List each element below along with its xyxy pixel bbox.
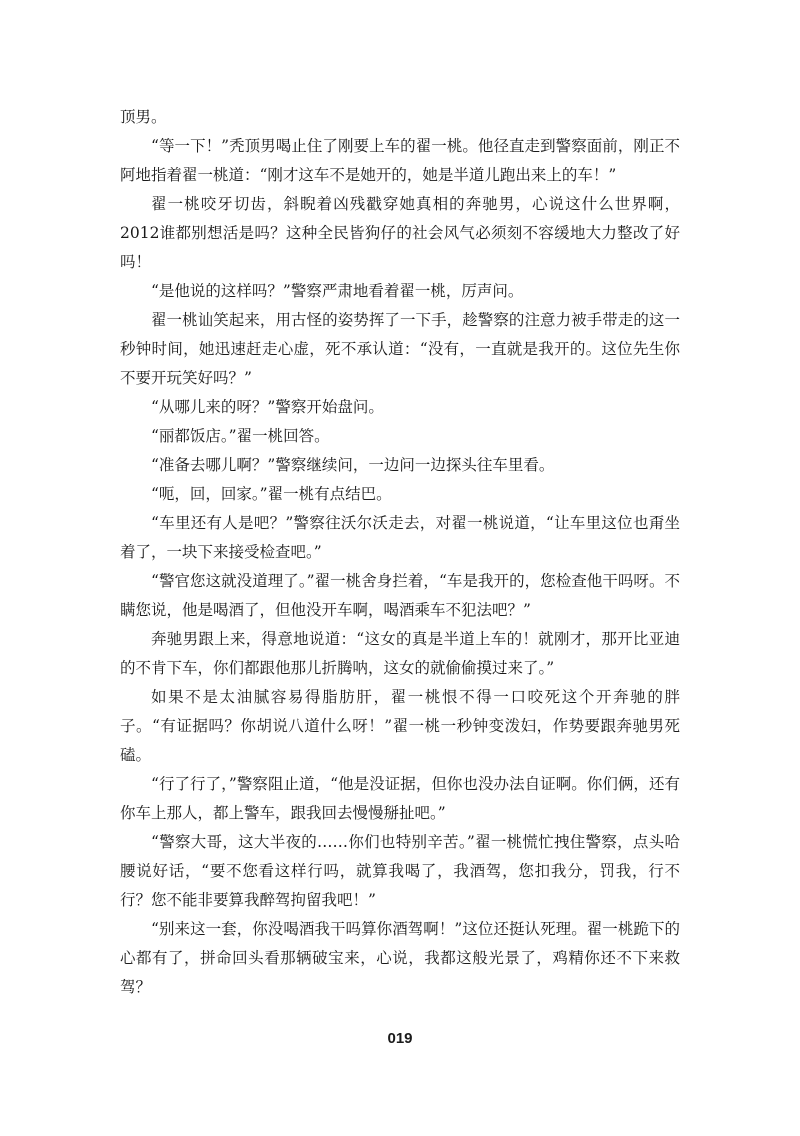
paragraph: “呃，回，回家。”翟一桃有点结巴。: [151, 485, 392, 503]
paragraph: “警察大哥，这大半夜的……你们也特别辛苦。”翟一桃慌忙拽住警察，点头哈腰说好话，“要不您看这样行吗，就算我喝了，我酒驾，您扣我分，罚我，行不行？您不能非要算我醉驾拘留我吧！”: [120, 833, 680, 909]
paragraph: “丽都饭店。”翟一桃回答。: [151, 427, 330, 445]
paragraph: 如果不是太油腻容易得脂肪肝，翟一桃恨不得一口咬死这个开奔驰的胖子。“有证据吗？你胡说八道什么呀！”翟一桃一秒钟变泼妇，作势要跟奔驰男死磕。: [120, 688, 680, 764]
paragraph: “车里还有人是吧？”警察往沃尔沃走去，对翟一桃说道，“让车里这位也甭坐着了，一块下来接受检查吧。”: [120, 514, 680, 561]
paragraph: “别来这一套，你没喝酒我干吗算你酒驾啊！”这位还挺认死理。翟一桃跪下的心都有了，拼命回头看那辆破宝来，心说，我都这般光景了，鸡精你还不下来救驾？: [120, 920, 680, 996]
paragraph: 顶男。: [120, 108, 167, 126]
body-text: [120, 103, 680, 1002]
paragraph: “从哪儿来的呀？”警察开始盘问。: [151, 398, 384, 416]
paragraph: 翟一桃咬牙切齿，斜睨着凶残戳穿她真相的奔驰男，心说这什么世界啊，2012谁都别想活是吗？这种全民皆狗仔的社会风气必须刻不容缓地大力整改了好吗！: [120, 195, 680, 271]
paragraph: “警官您这就没道理了。”翟一桃舍身拦着，“车是我开的，您检查他干吗呀。不瞒您说，他是喝酒了，但他没开车啊，喝酒乘车不犯法吧？”: [120, 572, 680, 619]
page-number: 019: [387, 1030, 413, 1047]
paragraph: “准备去哪儿啊？”警察继续问，一边问一边探头往车里看。: [151, 456, 555, 474]
paragraph: “是他说的这样吗？”警察严肃地看着翟一桃，厉声问。: [151, 282, 524, 300]
paragraph: “行了行了，”警察阻止道，“他是没证据，但你也没办法自证啊。你们俩，还有你车上那人，都上警车，跟我回去慢慢掰扯吧。”: [120, 775, 680, 822]
paragraph: “等一下！”秃顶男喝止住了刚要上车的翟一桃。他径直走到警察面前，刚正不阿地指着翟一桃道：“刚才这车不是她开的，她是半道儿跑出来上的车！”: [120, 137, 680, 184]
paragraph: 奔驰男跟上来，得意地说道：“这女的真是半道上车的！就刚才，那开比亚迪的不肯下车，你们都跟他那儿折腾呐，这女的就偷偷摸过来了。”: [120, 630, 680, 677]
paragraph: 翟一桃讪笑起来，用古怪的姿势挥了一下手，趁警察的注意力被手带走的这一秒钟时间，她迅速赶走心虚，死不承认道：“没有，一直就是我开的。这位先生你不要开玩笑好吗？”: [120, 311, 680, 387]
